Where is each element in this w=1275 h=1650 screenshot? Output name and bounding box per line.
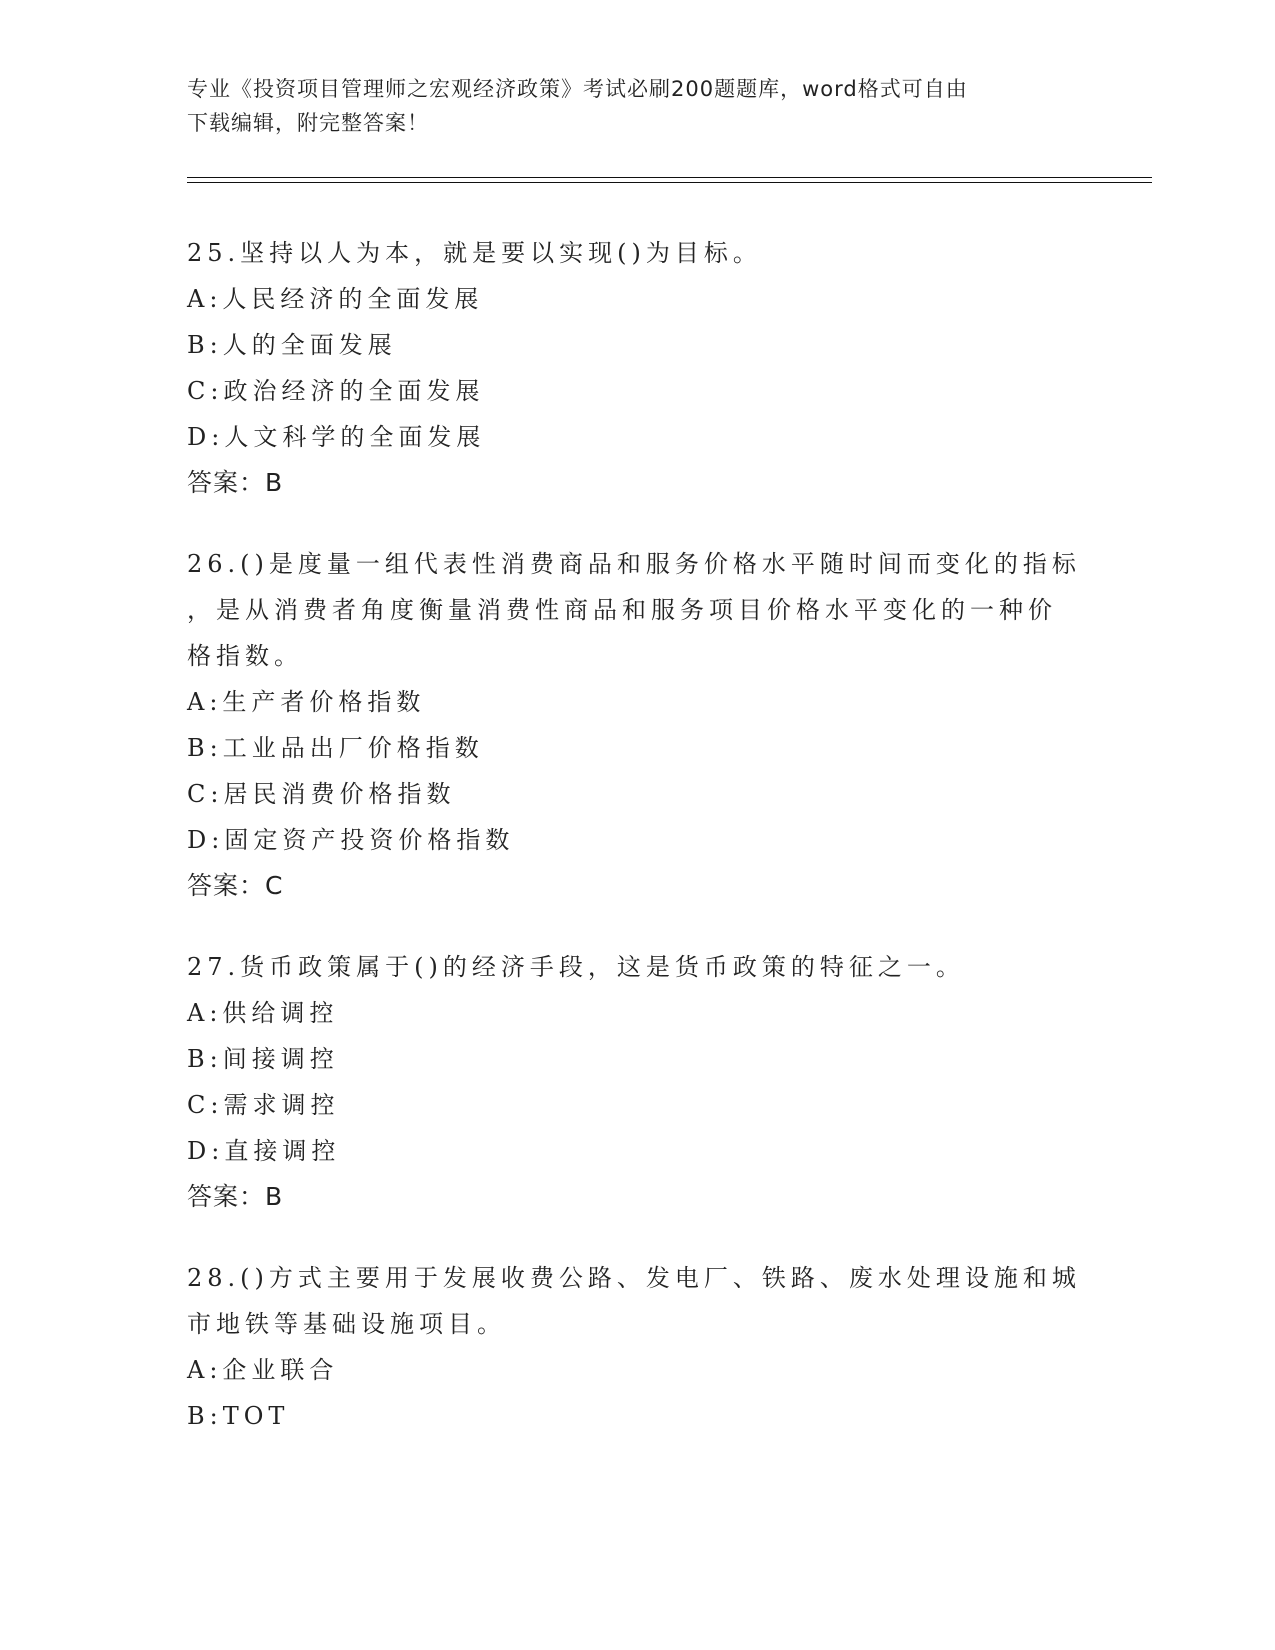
option-c: C:居民消费价格指数 [187,780,456,808]
option-b: B:间接调控 [187,1045,339,1073]
option-a: A:企业联合 [187,1356,339,1384]
question-stem-line-2: 市地铁等基础设施项目。 [187,1310,506,1338]
option-d: D:人文科学的全面发展 [187,423,486,451]
question-27 [187,944,1087,1220]
answer: 答案：B [187,1182,284,1211]
answer: 答案：B [187,468,284,497]
option-c: C:需求调控 [187,1091,340,1119]
option-c: C:政治经济的全面发展 [187,377,485,405]
header-rule-top [187,177,1152,178]
header-rule-bottom [187,182,1152,183]
question-stem-line-1: 26.()是度量一组代表性消费商品和服务价格水平随时间而变化的指标 [187,550,1081,578]
question-stem-line-3: 格指数。 [187,642,303,670]
option-d: D:固定资产投资价格指数 [187,826,515,854]
question-stem-line-1: 28.()方式主要用于发展收费公路、发电厂、铁路、废水处理设施和城 [187,1264,1081,1292]
option-a: A:人民经济的全面发展 [187,285,484,313]
question-stem: 27.货币政策属于()的经济手段，这是货币政策的特征之一。 [187,953,965,981]
question-25 [187,230,1087,506]
question-26 [187,541,1087,909]
question-28 [187,1255,1087,1439]
answer: 答案：C [187,871,284,900]
option-b: B:TOT [187,1402,290,1430]
option-d: D:直接调控 [187,1137,341,1165]
header-line-1: 专业《投资项目管理师之宏观经济政策》考试必刷200题题库，word格式可自由 [187,77,968,101]
option-b: B:工业品出厂价格指数 [187,734,484,762]
option-a: A:供给调控 [187,999,339,1027]
option-a: A:生产者价格指数 [187,688,426,716]
header-line-2: 下载编辑，附完整答案！ [187,111,429,135]
question-stem-line-2: ，是从消费者角度衡量消费性商品和服务项目价格水平变化的一种价 [187,596,1057,624]
document-header [187,72,1087,140]
question-list [187,230,1087,1474]
question-stem: 25.坚持以人为本，就是要以实现()为目标。 [187,239,762,267]
option-b: B:人的全面发展 [187,331,397,359]
